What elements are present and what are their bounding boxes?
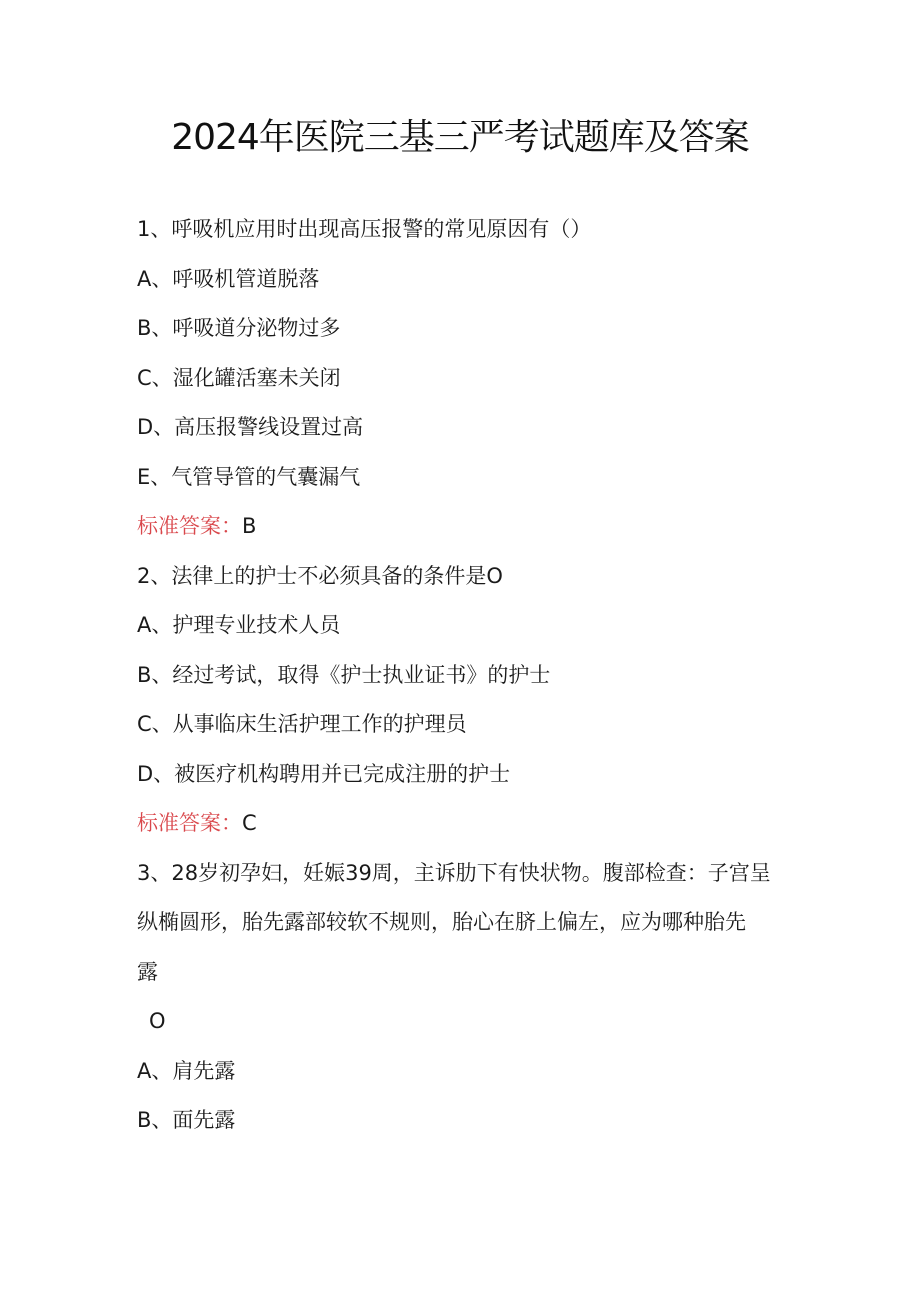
standard-answer (137, 799, 787, 849)
option-c: C、湿化罐活塞未关闭 (137, 365, 341, 390)
question-2 (137, 552, 787, 849)
page-title: 2024年医院三基三严考试题库及答案 (171, 117, 749, 158)
option-d: D、高压报警线设置过高 (137, 415, 364, 439)
standard-answer (137, 502, 787, 552)
option-b: B、呼吸道分泌物过多 (137, 316, 341, 340)
question-1 (137, 205, 787, 552)
answer-blank: O (149, 1009, 166, 1033)
question-stem: 1、呼吸机应用时出现高压报警的常见原因有（） (137, 217, 592, 241)
option-b: B、面先露 (137, 1108, 236, 1132)
question-list (137, 205, 787, 1146)
option-a: A、呼吸机管道脱落 (137, 266, 320, 291)
option-c: C、从事临床生活护理工作的护理员 (137, 712, 467, 736)
answer-label: 标准答案： (137, 811, 242, 835)
option-a: A、肩先露 (137, 1058, 236, 1083)
answer-value: B (242, 514, 257, 538)
option-a: A、护理专业技术人员 (137, 613, 341, 637)
question-stem-line: 3、28岁初孕妇，妊娠39周，主诉肋下有快状物。腹部检查：子宫呈 (137, 860, 771, 885)
option-d: D、被医疗机构聘用并已完成注册的护士 (137, 761, 511, 786)
answer-value: C (242, 811, 257, 835)
question-stem-line: 露 (137, 959, 158, 984)
answer-label: 标准答案： (137, 514, 242, 538)
option-b: B、经过考试，取得《护士执业证书》的护士 (137, 662, 551, 687)
question-stem-line: 纵椭圆形，胎先露部较软不规则，胎心在脐上偏左，应为哪种胎先 (137, 910, 746, 934)
question-stem: 2、法律上的护士不必须具备的条件是O (137, 563, 503, 588)
option-e: E、气管导管的气囊漏气 (137, 464, 361, 489)
question-3 (137, 849, 787, 1146)
